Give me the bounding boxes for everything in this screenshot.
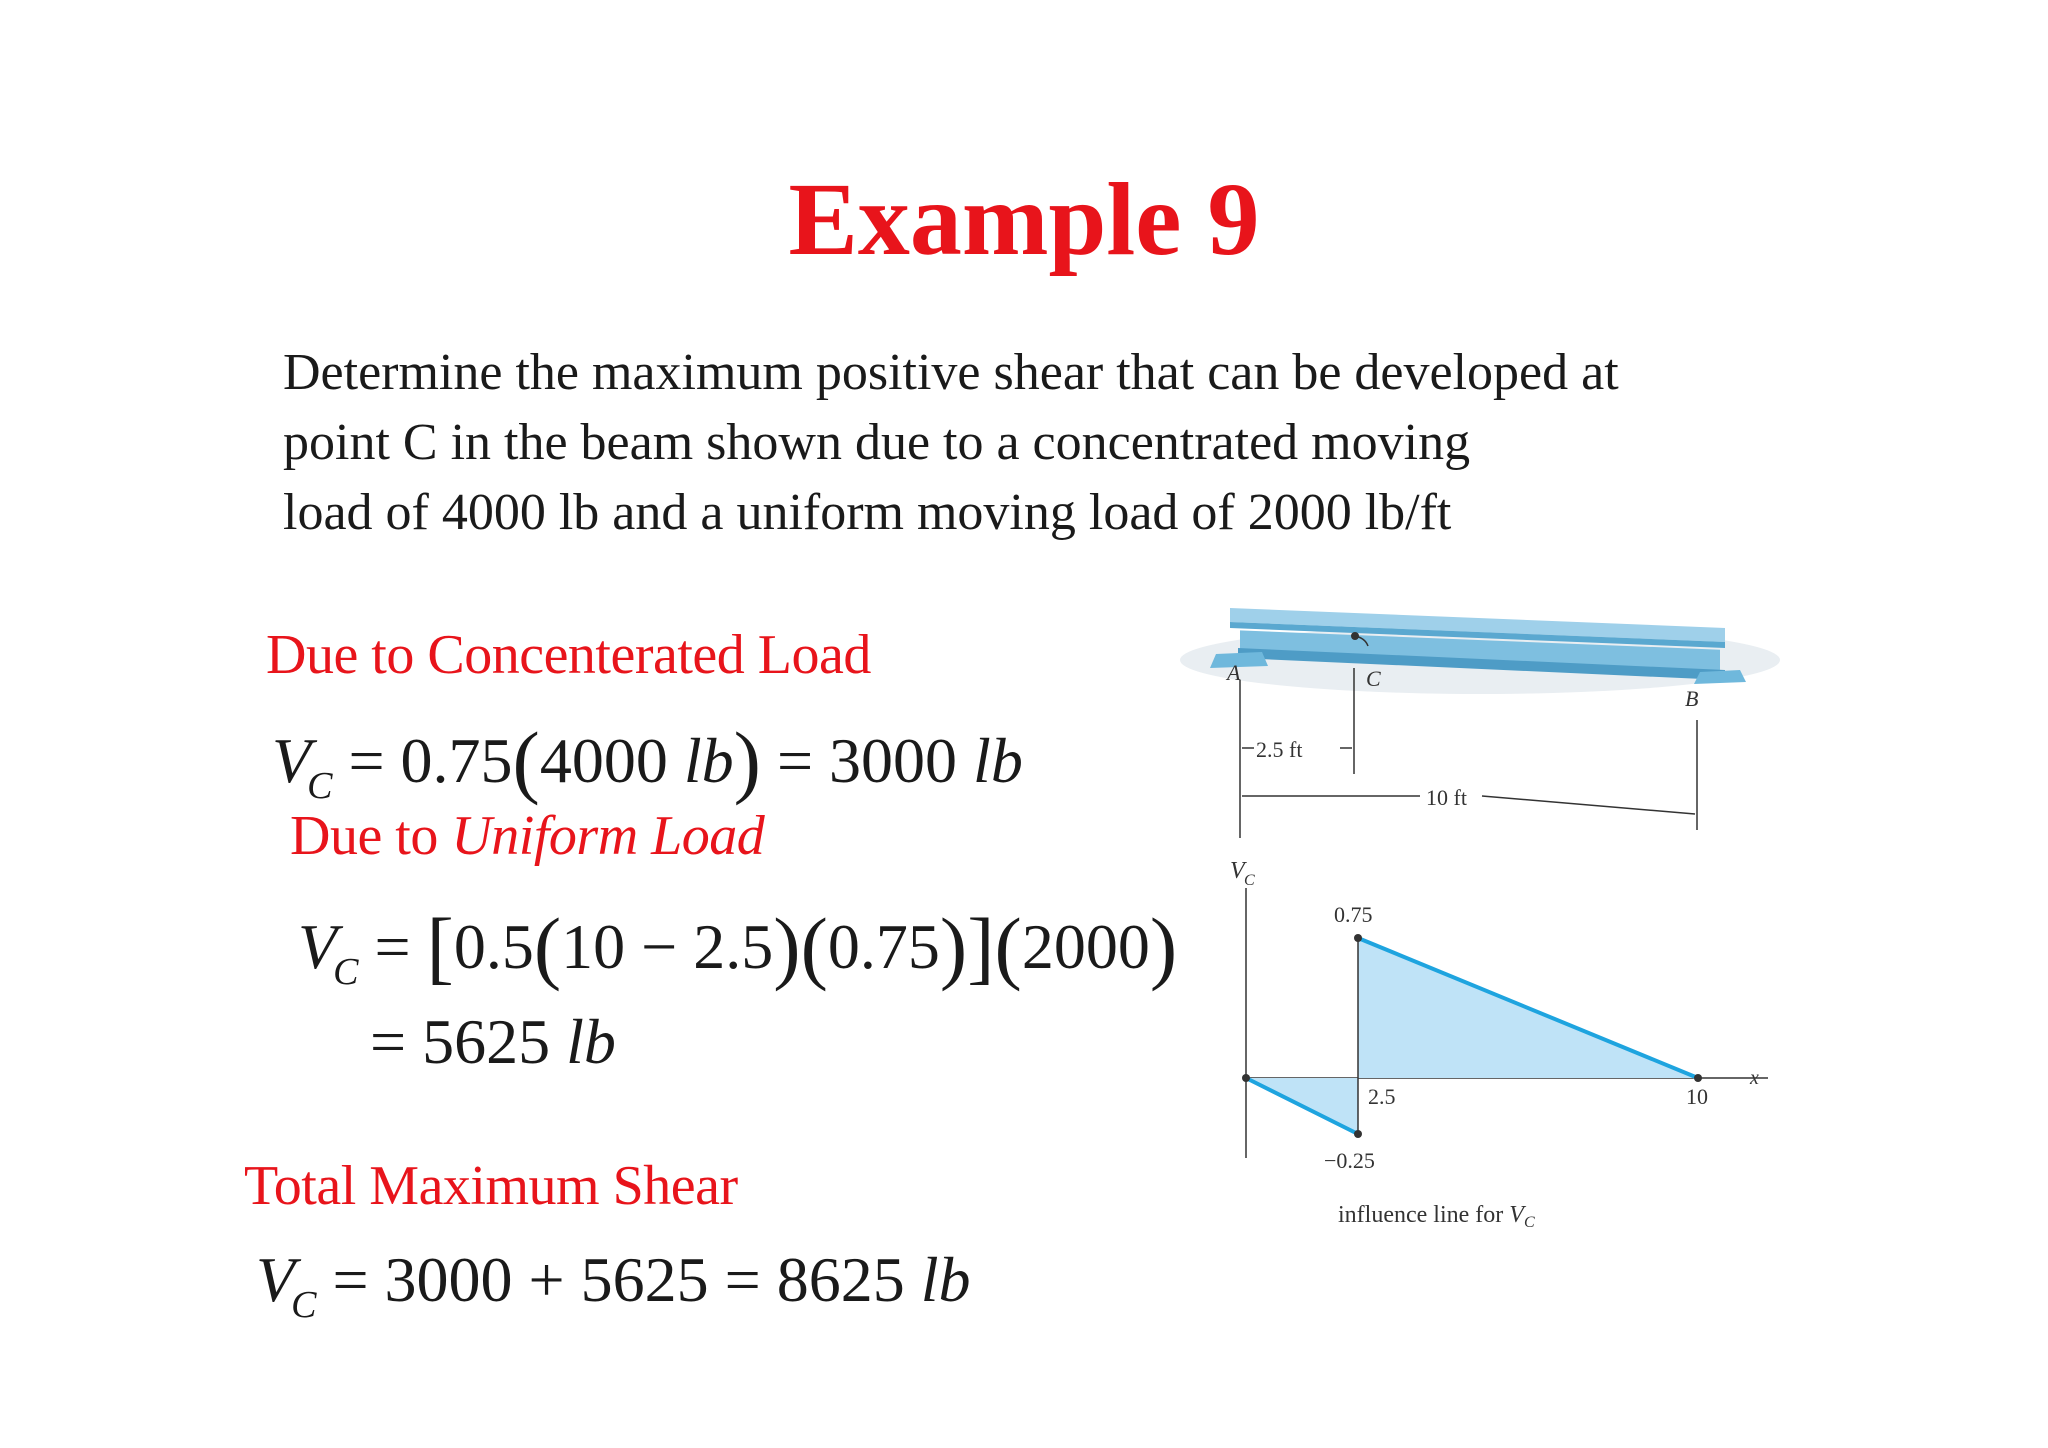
eq-value: 0.5	[453, 911, 534, 982]
uniform-heading-b: Uniform Load	[451, 805, 765, 867]
il-axis-label: V	[1230, 858, 1245, 884]
il-caption-text: influence line for	[1338, 1202, 1510, 1228]
paren-close: )	[1149, 901, 1178, 992]
label-b: B	[1685, 686, 1699, 711]
paren-close: )	[733, 715, 761, 806]
paren-open: (	[800, 901, 828, 992]
il-caption	[1338, 1202, 1535, 1231]
influence-line-chart	[1242, 888, 1768, 1158]
problem-line-1: Determine the maximum positive shear that can be developed at	[283, 344, 1619, 401]
eq-part: = 0.75	[332, 725, 513, 796]
il-peak-pos-point	[1354, 934, 1362, 942]
problem-line-3: load of 4000 lb and a uniform moving load of 2000 lb/ft	[283, 484, 1452, 541]
il-x-label: x	[1750, 1067, 1759, 1089]
paren-close: )	[939, 901, 968, 992]
il-end-point	[1694, 1074, 1702, 1082]
uniform-load-heading	[290, 805, 765, 867]
page-title: Example 9	[788, 162, 1260, 277]
il-origin-point	[1242, 1074, 1250, 1082]
eq-var: V	[272, 725, 312, 796]
eq-result: = 5625	[370, 1006, 567, 1077]
bracket-open: [	[426, 901, 454, 992]
il-caption-sub: C	[1523, 1214, 1535, 1231]
concentrated-load-heading: Due to Concenterated Load	[266, 624, 871, 686]
paren-open: (	[994, 901, 1022, 992]
eq-result: = 3000 + 5625 = 8625	[316, 1244, 921, 1315]
beam-influence-figure	[1180, 598, 1780, 1258]
eq-value: 2000	[1021, 911, 1150, 982]
uniform-equation	[298, 901, 1178, 993]
eq-num: 4000	[539, 725, 684, 796]
il-axis-sub: C	[1244, 872, 1255, 889]
problem-line-2: point C in the beam shown due to a concentrated moving	[283, 414, 1471, 471]
eq-var: V	[298, 911, 338, 982]
total-shear-heading: Total Maximum Shear	[244, 1155, 738, 1217]
eq-result-unit: lb	[920, 1244, 971, 1315]
il-peak-neg-label: −0.25	[1324, 1148, 1375, 1173]
il-peak-pos-label: 0.75	[1334, 902, 1373, 927]
support-b	[1694, 670, 1746, 684]
eq-result-unit: lb	[566, 1006, 616, 1077]
eq-sub: C	[307, 765, 333, 807]
paren-open: (	[533, 901, 562, 992]
il-tick-b: 10	[1686, 1084, 1708, 1109]
il-peak-neg-point	[1354, 1130, 1362, 1138]
eq-unit: lb	[683, 725, 734, 796]
uniform-heading-a: Due to	[290, 805, 452, 867]
eq-value: 0.75	[827, 911, 940, 982]
label-a: A	[1227, 660, 1241, 685]
dim-short-label: 2.5 ft	[1256, 737, 1303, 762]
paren-close: )	[773, 901, 801, 992]
problem-statement	[283, 338, 1783, 548]
eq-result-unit: lb	[973, 725, 1023, 796]
bracket-close: ]	[967, 901, 995, 992]
dim-long-label: 10 ft	[1426, 785, 1467, 810]
label-c: C	[1366, 666, 1381, 691]
total-equation	[256, 1244, 971, 1326]
eq-equals: =	[358, 911, 427, 982]
eq-sub: C	[333, 951, 359, 993]
eq-sub: C	[291, 1284, 317, 1326]
eq-var: V	[256, 1244, 296, 1315]
beam-illustration	[1180, 608, 1780, 711]
concentrated-equation	[272, 715, 1023, 807]
paren-open: (	[512, 715, 540, 806]
il-tick-c: 2.5	[1368, 1084, 1396, 1109]
eq-value: 10 − 2.5	[561, 911, 774, 982]
eq-result: = 3000	[760, 725, 974, 796]
uniform-equation-result	[370, 1006, 616, 1077]
il-caption-var: V	[1509, 1202, 1524, 1228]
